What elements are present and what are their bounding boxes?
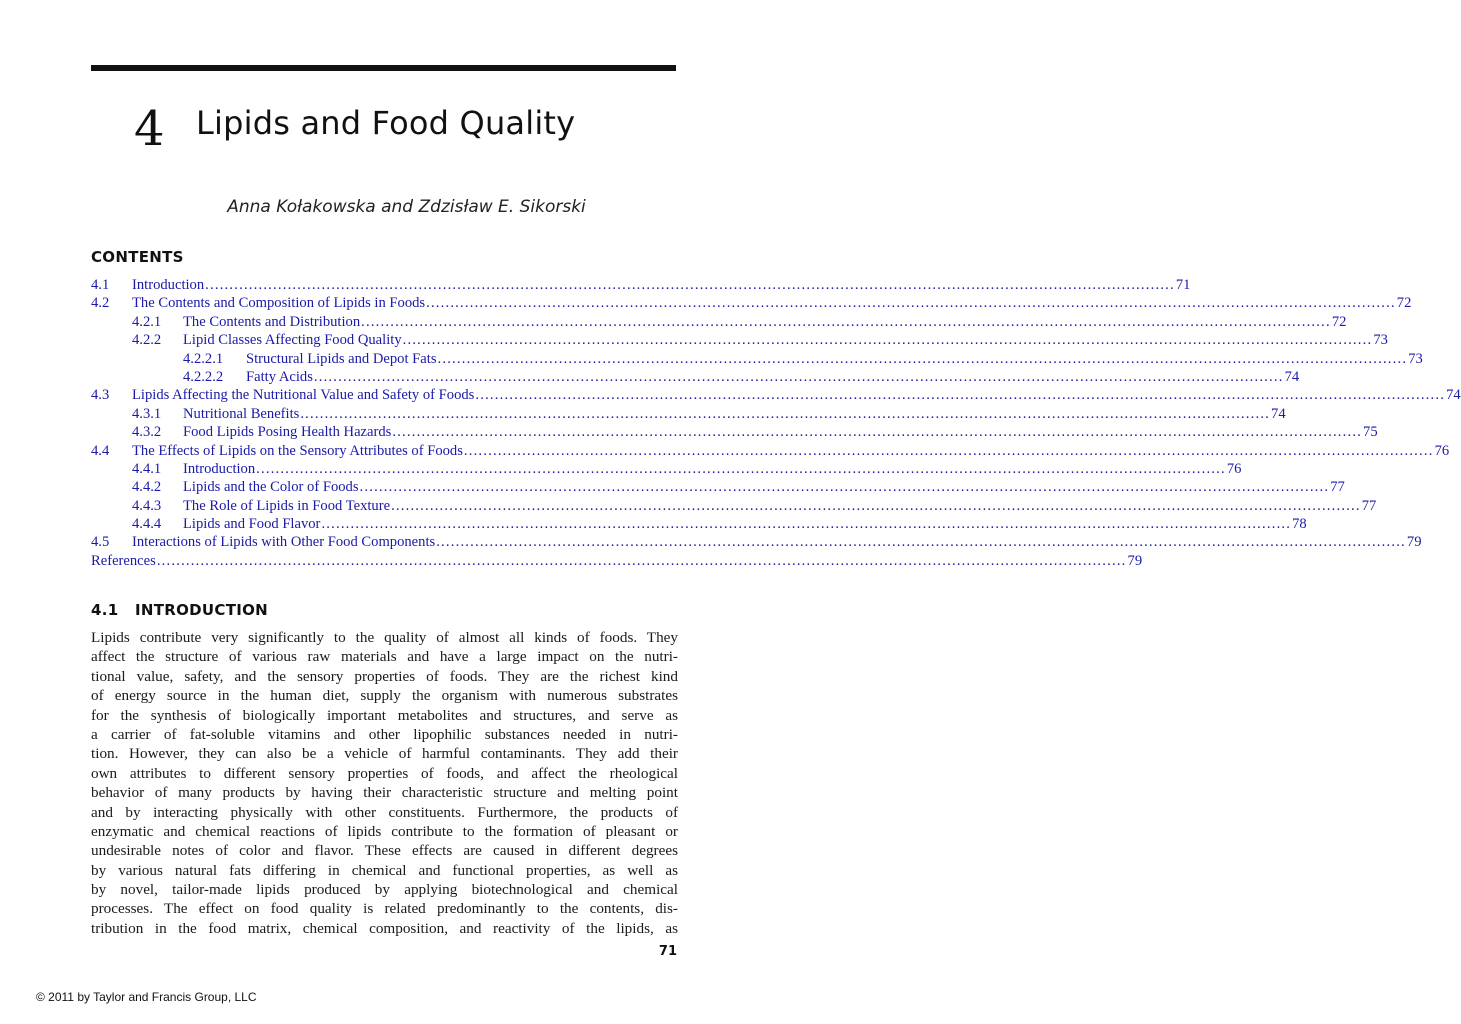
toc-entry-page: 79 [1127,552,1143,569]
body-text-line: affect the structure of various raw materials and have a large impact on the nutri- [91,648,678,666]
contents-heading: CONTENTS [91,248,184,266]
body-text-line: by various natural fats differing in chemical and functional properties, as well as [91,861,678,879]
toc-entry-title: The Role of Lipids in Food Texture [183,497,391,514]
toc-entry-title: Lipids Affecting the Nutritional Value and Safety of Foods [132,387,475,404]
body-text-line: and by interacting physically with other constituents. Furthermore, the products of [91,803,678,821]
toc-entry-number: 4.2.2 [132,332,162,349]
toc-entry-title: Lipid Classes Affecting Food Quality [183,332,402,349]
chapter-number: 4 [134,101,165,157]
toc-entry-number: 4.3.2 [132,424,162,441]
chapter-heading [134,97,694,167]
toc-entry[interactable] [91,331,1388,349]
toc-entry-title: References [91,552,156,569]
toc-entry-page: 74 [1271,405,1286,422]
body-text-line: behavior of many products by having their characteristic structure and melting point [91,784,678,802]
toc-leader-dots: ........................................................................................................................................................................................................ [361,313,1331,330]
toc-entry[interactable] [91,313,1347,331]
toc-entry-number: 4.2 [91,295,110,312]
body-text-line: own attributes to different sensory properties of foods, and affect the rheological [91,764,678,782]
toc-entry-title: Interactions of Lipids with Other Food Components [132,534,436,551]
toc-leader-dots: ........................................................................................................................................................................................................ [437,350,1408,367]
toc-entry-title: Fatty Acids [246,368,313,385]
body-text-line: for the synthesis of biologically important metabolites and structures, and serve as [91,706,678,724]
toc-entry[interactable] [91,405,1286,423]
toc-entry-title: Nutritional Benefits [183,405,300,422]
toc-entry-number: 4.4.3 [132,497,162,514]
chapter-title: Lipids and Food Quality [196,104,576,142]
toc-entry-page: 74 [1284,368,1300,385]
toc-entry-page: 76 [1226,460,1242,477]
toc-entry-page: 79 [1406,534,1422,551]
toc-entry-page: 77 [1361,497,1377,514]
toc-leader-dots: ........................................................................................................................................................................................................ [300,405,1271,422]
section-number: 4.1 [91,601,119,619]
toc-entry-number: 4.2.2.1 [183,350,224,367]
toc-entry[interactable] [91,350,1423,368]
body-text-line: tion. However, they can also be a vehicle of harmful contaminants. They add their [91,745,678,763]
toc-entry-page: 76 [1434,442,1450,459]
body-text-line: a carrier of fat-soluble vitamins and other lipophilic substances needed in nutri- [91,725,678,743]
toc-entry-page: 74 [1446,387,1461,404]
section-heading [91,600,268,620]
toc-entry-page: 73 [1373,332,1388,349]
toc-entry-number: 4.4.4 [132,516,162,533]
toc-entry[interactable] [91,368,1300,386]
toc-entry-number: 4.3 [91,387,110,404]
toc-entry[interactable] [91,442,1450,460]
body-text-line: of energy source in the human diet, supply the organism with numerous substrates [91,687,678,705]
body-text-line: undesirable notes of color and flavor. These effects are caused in different degrees [91,842,678,860]
toc-entry[interactable] [91,423,1378,441]
body-paragraph [91,628,678,938]
page-number: 71 [658,944,677,959]
toc-entry[interactable] [91,478,1345,496]
toc-entry-page: 77 [1330,479,1345,496]
top-rule [91,65,676,71]
toc-leader-dots: ........................................................................................................................................................................................................ [436,534,1406,551]
toc-entry-title: The Effects of Lipids on the Sensory Attributes of Foods [132,442,463,459]
copyright-notice: © 2011 by Taylor and Francis Group, LLC [36,990,257,1004]
toc-leader-dots: ........................................................................................................................................................................................................ [475,387,1446,404]
toc-entry-page: 71 [1175,277,1191,293]
chapter-authors: Anna Kołakowska and Zdzisław E. Sikorski [227,197,586,217]
toc-leader-dots: ........................................................................................................................................................................................................ [463,442,1434,459]
toc-entry[interactable] [91,533,1422,551]
toc-entry-title: Lipids and Food Flavor [183,516,321,533]
toc-entry[interactable] [91,294,1412,312]
toc-entry[interactable] [91,515,1307,533]
toc-entry-title: The Contents and Distribution [183,313,361,330]
toc-entry-title: Food Lipids Posing Health Hazards [183,424,392,441]
body-text-line: tribution in the food matrix, chemical composition, and reactivity of the lipids, as [91,919,678,937]
body-text-line: by novel, tailor-made lipids produced by applying biotechnological and chemical [91,881,678,899]
toc-entry-title: Lipids and the Color of Foods [183,479,359,496]
toc-entry[interactable] [91,386,1461,404]
toc-entry-number: 4.4.2 [132,479,162,496]
toc-entry-title: Introduction [183,460,256,477]
toc-entry-page: 72 [1396,295,1412,312]
section-title: INTRODUCTION [135,601,269,619]
toc-leader-dots: ........................................................................................................................................................................................................ [205,277,1175,293]
toc-entry-page: 72 [1331,313,1347,330]
toc-leader-dots: ........................................................................................................................................................................................................ [321,516,1292,533]
toc-entry[interactable] [91,460,1242,478]
toc-entry-number: 4.2.2.2 [183,368,224,385]
toc-leader-dots: ........................................................................................................................................................................................................ [313,368,1284,385]
toc-entry-page: 75 [1363,424,1378,441]
toc-leader-dots: ........................................................................................................................................................................................................ [402,332,1373,349]
body-text-line: enzymatic and chemical reactions of lipids contribute to the formation of pleasant or [91,822,678,840]
toc-entry-page: 78 [1292,516,1307,533]
toc-entry-number: 4.3.1 [132,405,162,422]
body-text-line: tional value, safety, and the sensory properties of foods. They are the richest kind [91,667,678,685]
toc-leader-dots: ........................................................................................................................................................................................................ [426,295,1396,312]
toc-entry[interactable] [91,497,1377,515]
toc-entry-title: The Contents and Composition of Lipids in Foods [132,295,426,312]
toc-entry-title: Structural Lipids and Depot Fats [246,350,437,367]
toc-entry-number: 4.4.1 [132,460,162,477]
toc-entry-number: 4.5 [91,534,110,551]
toc-entry[interactable] [91,276,1191,294]
toc-leader-dots: ........................................................................................................................................................................................................ [256,460,1226,477]
body-text-line: Lipids contribute very significantly to the quality of almost all kinds of foods. They [91,629,678,646]
toc-entry-number: 4.1 [91,277,110,293]
body-text-line: processes. The effect on food quality is related predominantly to the contents, dis- [91,900,678,918]
toc-entry-number: 4.4 [91,442,110,459]
toc-entry-number: 4.2.1 [132,313,162,330]
toc-leader-dots: ........................................................................................................................................................................................................ [392,424,1363,441]
toc-leader-dots: ........................................................................................................................................................................................................ [391,497,1361,514]
toc-leader-dots: ........................................................................................................................................................................................................ [156,552,1127,569]
toc-entry[interactable] [91,552,1143,570]
toc-entry-page: 73 [1408,350,1423,367]
toc-entry-title: Introduction [132,277,205,293]
table-of-contents [91,276,1461,570]
toc-leader-dots: ........................................................................................................................................................................................................ [359,479,1330,496]
